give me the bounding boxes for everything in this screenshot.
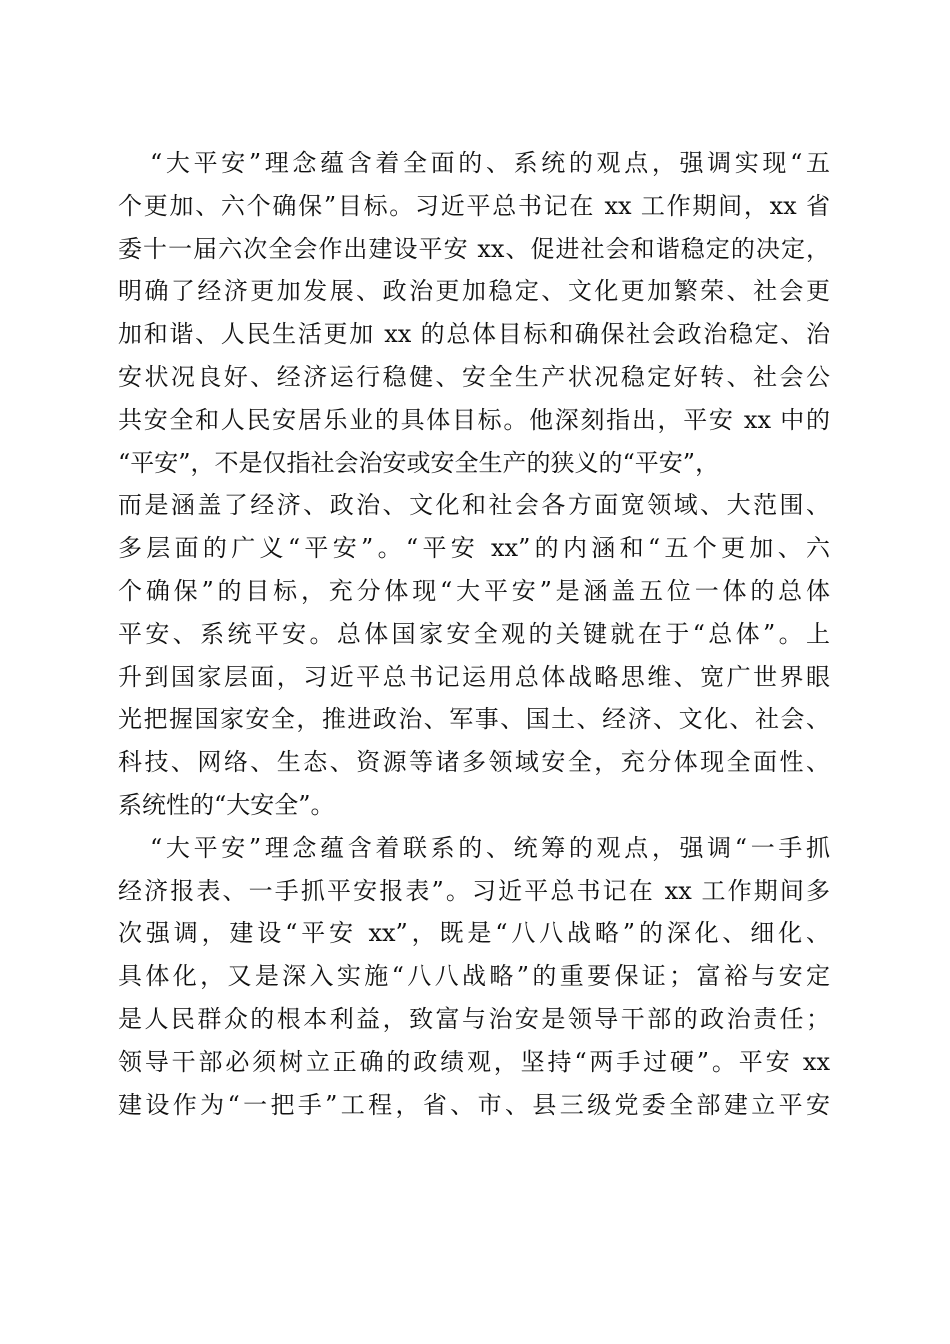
text-line: 个更加、六个确保”目标。习近平总书记在 xx 工作期间，xx 省 [118, 191, 830, 220]
document-page [118, 142, 830, 1126]
text-line: 经济报表、一手抓平安报表”。习近平总书记在 xx 工作期间多 [118, 876, 830, 905]
text-line: 具体化，又是深入实施“八八战略”的重要保证；富裕与安定 [118, 962, 830, 991]
text-line: 明确了经济更加发展、政治更加稳定、文化更加繁荣、社会更 [118, 277, 830, 306]
text-line: “大平安”理念蕴含着联系的、统筹的观点，强调“一手抓 [150, 833, 830, 862]
text-line: 系统性的“大安全”。 [118, 790, 335, 819]
text-line: “大平安”理念蕴含着全面的、系统的观点，强调实现“五 [150, 149, 830, 177]
text-line: 是人民群众的根本利益，致富与治安是领导干部的政治责任； [118, 1004, 830, 1033]
text-line: 平安、系统平安。总体国家安全观的关键就在于“总体”。上 [118, 619, 830, 648]
text-line: 领导干部必须树立正确的政绩观，坚持“两手过硬”。平安 xx [118, 1047, 830, 1076]
text-line: 委十一届六次全会作出建设平安 xx、促进社会和谐稳定的决定， [118, 234, 830, 263]
paragraph [118, 142, 830, 827]
text-line: 加和谐、人民生活更加 xx 的总体目标和确保社会政治稳定、治 [118, 320, 830, 349]
text-line: “平安”，不是仅指社会治安或安全生产的狭义的“平安”， [118, 448, 720, 477]
text-line: 次强调，建设“平安 xx”，既是“八八战略”的深化、细化、 [118, 919, 830, 948]
text-line: 建设作为“一把手”工程，省、市、县三级党委全部建立平安 [118, 1090, 830, 1119]
paragraph [118, 827, 830, 1127]
text-line: 光把握国家安全，推进政治、军事、国土、经济、文化、社会、 [118, 705, 830, 734]
text-line: 共安全和人民安居乐业的具体目标。他深刻指出，平安 xx 中的 [118, 405, 830, 434]
text-line: 科技、网络、生态、资源等诸多领域安全，充分体现全面性、 [118, 748, 830, 777]
text-line: 个确保”的目标，充分体现“大平安”是涵盖五位一体的总体 [118, 576, 830, 605]
text-line: 升到国家层面，习近平总书记运用总体战略思维、宽广世界眼 [118, 662, 830, 691]
text-line: 多层面的广义“平安”。“平安 xx”的内涵和“五个更加、六 [118, 534, 830, 563]
text-line: 安状况良好、经济运行稳健、安全生产状况稳定好转、社会公 [118, 362, 830, 391]
text-line: 而是涵盖了经济、政治、文化和社会各方面宽领域、大范围、 [118, 491, 830, 520]
